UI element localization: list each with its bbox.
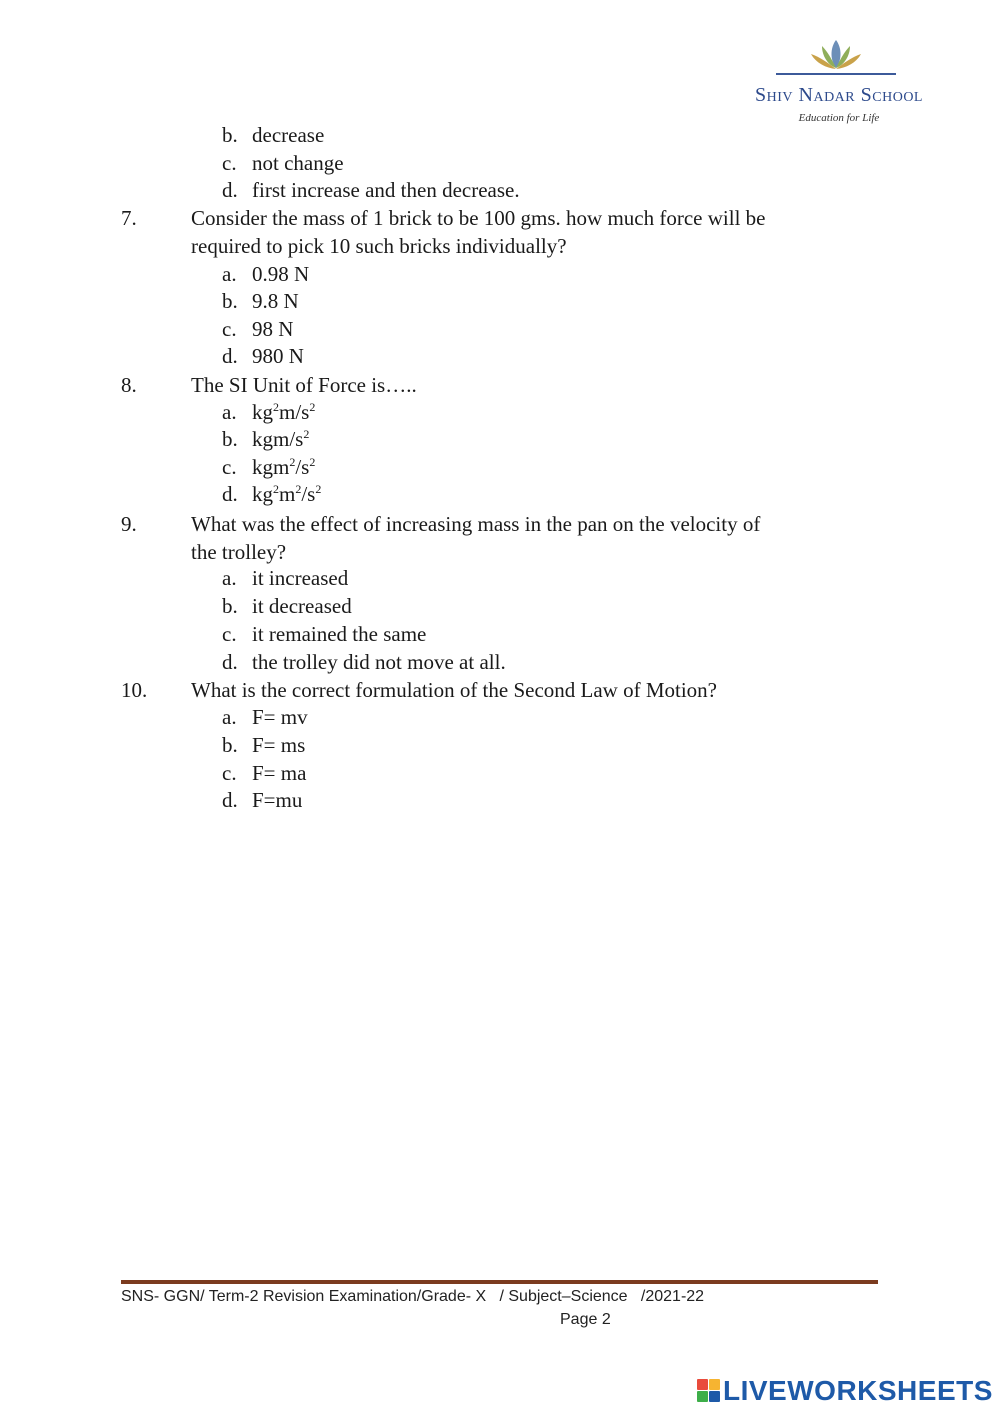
option-letter: d. [222,788,238,812]
option-item [222,178,520,202]
option-letter: c. [222,455,237,479]
option-text: decrease [252,123,325,147]
option-letter: c. [222,151,237,175]
option-text: F= ms [252,733,306,757]
option-text: F= ma [252,761,307,785]
lotus-icon [808,38,864,72]
question-number: 8. [121,373,137,397]
option-item [222,482,321,506]
option-text: it increased [252,566,349,590]
question-text: The SI Unit of Force is….. [191,373,417,397]
option-letter: b. [222,594,238,618]
option-item [222,123,324,147]
option-item [222,317,293,341]
option-letter: b. [222,123,238,147]
option-letter: b. [222,289,238,313]
option-item [222,733,305,757]
option-text: 9.8 N [252,289,299,313]
liveworksheets-logo-icon [697,1379,721,1403]
option-letter: d. [222,482,238,506]
option-text: $kg^2m/s^2$ [252,400,316,424]
option-letter: a. [222,705,237,729]
footer-rule [121,1280,878,1284]
option-letter: a. [222,262,237,286]
option-item [222,151,344,175]
option-text: $kgm^2/s^2$ [252,455,316,479]
question-number: 10. [121,678,148,702]
option-text: $kg^2m^2/s^2$ [252,482,322,506]
option-text: it remained the same [252,622,427,646]
option-item [222,289,299,313]
option-item [222,455,315,479]
option-letter: b. [222,427,238,451]
option-letter: d. [222,178,238,202]
option-text: 0.98 N [252,262,310,286]
option-item [222,788,302,812]
option-item [222,705,308,729]
option-letter: c. [222,761,237,785]
option-item [222,400,315,424]
option-item [222,761,306,785]
liveworksheets-watermark [697,1375,997,1411]
option-letter: c. [222,622,237,646]
option-item [222,622,426,646]
option-item [222,594,352,618]
option-item [222,262,309,286]
question-text: Consider the mass of 1 brick to be 100 gms. how much force will be required to pick 10 such bricks individually? [191,206,766,258]
option-letter: a. [222,400,237,424]
option-text: the trolley did not move at all. [252,650,506,674]
option-item [222,650,506,674]
watermark-text: LIVEWORKSHEETS [723,1375,993,1406]
question-number: 9. [121,512,137,536]
option-text: F= mv [252,705,308,729]
option-text: it decreased [252,594,352,618]
option-text: 98 N [252,317,294,341]
option-letter: d. [222,344,238,368]
option-letter: a. [222,566,237,590]
option-item [222,427,309,451]
option-letter: b. [222,733,238,757]
question-text: What was the effect of increasing mass in the pan on the velocity of the trolley? [191,512,761,564]
question-number: 7. [121,206,137,230]
option-item [222,344,304,368]
school-logo [748,38,923,126]
footer-text: SNS- GGN/ Term-2 Revision Examination/Grade- X / Subject–Science /2021-22 [121,1288,705,1305]
option-text: kgm/$s^2$ [252,427,310,451]
page-number: Page 2 [560,1311,611,1328]
option-text: first increase and then decrease. [252,178,520,202]
school-tagline: Education for Life [798,112,880,124]
option-letter: d. [222,650,238,674]
option-text: F=mu [252,788,303,812]
option-item [222,566,348,590]
option-letter: c. [222,317,237,341]
option-text: not change [252,151,344,175]
option-text: 980 N [252,344,304,368]
school-name: Shiv Nadar School [755,84,923,106]
question-text: What is the correct formulation of the Second Law of Motion? [191,678,718,702]
